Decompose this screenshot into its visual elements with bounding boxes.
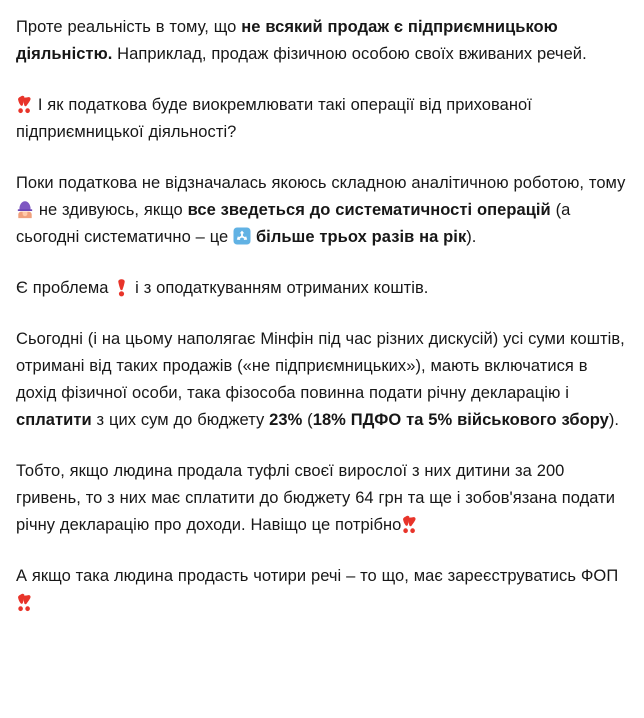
text-run: з цих сум до бюджету bbox=[91, 411, 270, 429]
emphasis-text: сплатити bbox=[16, 411, 92, 429]
text-run: Наприклад, продаж фізичною особою своїх вживаних речей. bbox=[112, 45, 587, 63]
paragraph-p5 bbox=[16, 326, 628, 434]
emphasis-text: 18% ПДФО та 5% військового збору bbox=[312, 411, 609, 429]
paragraph-p7 bbox=[16, 563, 628, 617]
text-run: Сьогодні (і на цьому наполягає Мінфін під час різних дискусій) усі суми коштів, отримані від таких продажів («не підприємницьких»), мають включатися в дохід фізичної особи, така фізособа повинна подати річну декларацію і bbox=[16, 330, 625, 402]
paragraph-p2 bbox=[16, 92, 628, 146]
mage-emoji bbox=[16, 200, 34, 219]
text-run: Проте реальність в тому, що bbox=[16, 18, 242, 36]
text-run: Тобто, якщо людина продала туфлі своєї вирослої з них дитини за 200 гривень, то з них має сплатити до бюджету 64 грн та ще і зобов'язана подати річну декларацію про доходи. Навіщо це потрібно bbox=[16, 462, 616, 534]
emphasis-text: 23% bbox=[269, 411, 303, 429]
text-run: і з оподаткуванням отриманих коштів. bbox=[130, 279, 429, 297]
text-run: ). bbox=[466, 228, 477, 246]
red-exclamation-question-emoji bbox=[401, 515, 418, 534]
emphasis-text: не всякий продаж є підприємницькою діяльністю. bbox=[16, 18, 558, 63]
red-exclamation-question-emoji bbox=[16, 95, 33, 114]
text-run: не здивуюсь, якщо bbox=[34, 201, 188, 219]
text-run: Поки податкова не відзначалась якоюсь складною аналітичною роботою, тому bbox=[16, 174, 626, 192]
text-run: І як податкова буде виокремлювати такі операції від прихованої підприємницької діяльності? bbox=[16, 96, 532, 141]
emphasis-text: все зведеться до систематичності операцій bbox=[187, 201, 551, 219]
paragraph-p3 bbox=[16, 170, 628, 251]
text-run: Є проблема bbox=[16, 279, 114, 297]
text-run: А якщо така людина продасть чотири речі – то що, має зареєструватись ФОП bbox=[16, 567, 619, 585]
red-exclamation-question-emoji bbox=[16, 593, 33, 612]
red-exclamation-emoji bbox=[113, 278, 130, 297]
paragraph-p4 bbox=[16, 275, 628, 302]
emphasis-text: більше трьох разів на рік bbox=[255, 228, 467, 246]
text-run: ( bbox=[302, 411, 313, 429]
paragraph-p6 bbox=[16, 458, 628, 539]
text-run: (а сьогодні систематично – це bbox=[16, 201, 571, 246]
paragraph-p1 bbox=[16, 14, 628, 68]
text-run: ). bbox=[608, 411, 620, 429]
recycle-emoji bbox=[233, 227, 251, 245]
